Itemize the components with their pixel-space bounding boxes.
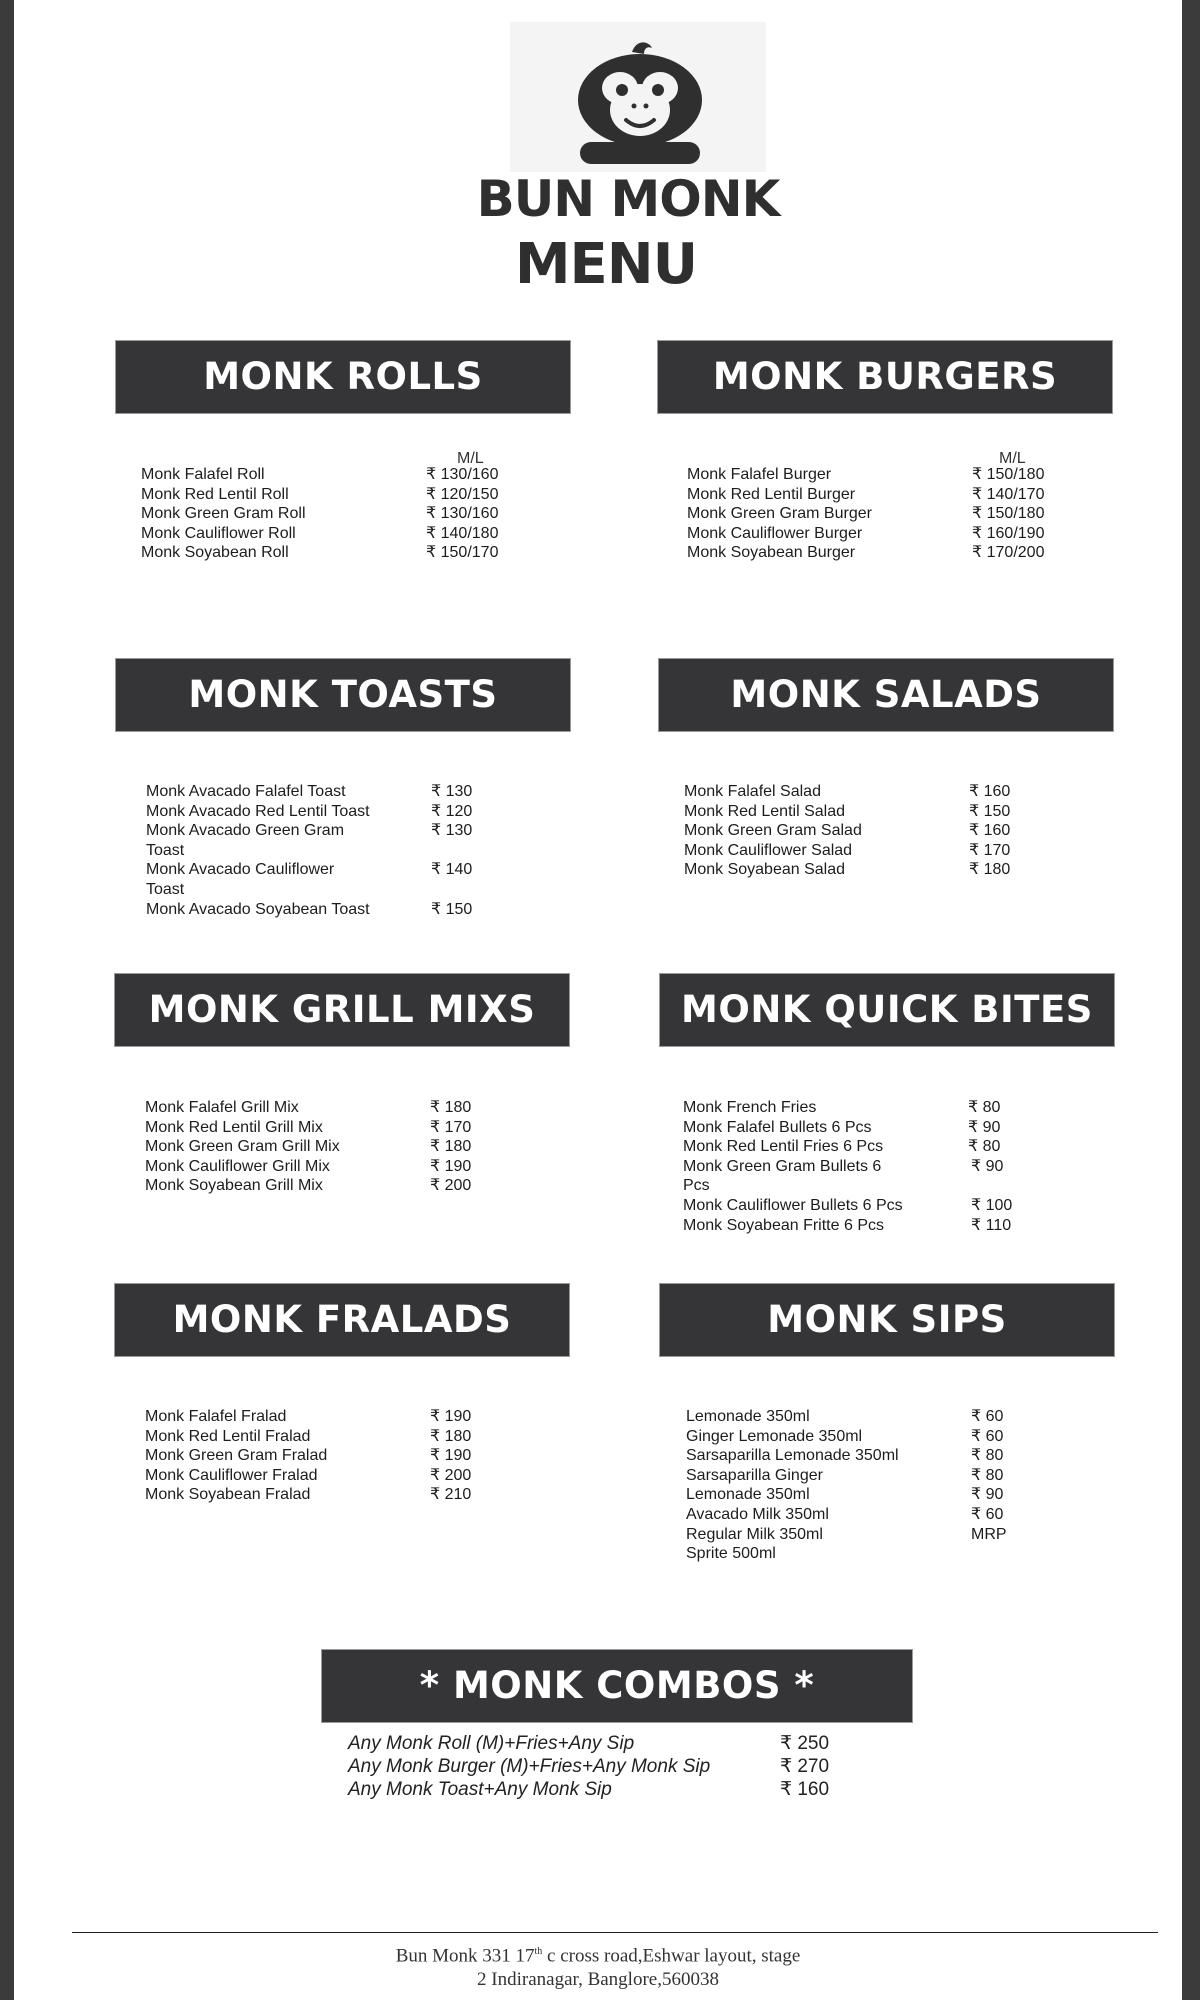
banner-monk-combos: * MONK COMBOS *	[322, 1650, 912, 1722]
menu-item: Monk Falafel Bullets 6 Pcs ₹ 90	[683, 1118, 1001, 1136]
menu-item: Monk Falafel Grill Mix ₹ 180	[145, 1099, 472, 1116]
menu-title: MENU	[514, 232, 698, 297]
menu-item: Monk Cauliflower Fralad ₹ 200	[145, 1466, 472, 1484]
section-monk-salads	[684, 782, 1104, 880]
combo-item: Any Monk Roll (M)+Fries+Any Sip ₹ 250	[348, 1733, 830, 1754]
menu-item: Monk Green Gram Burger ₹ 150/180	[687, 505, 1045, 523]
menu-item: Monk Red Lentil Burger ₹ 140/170	[687, 485, 1045, 503]
footer-address	[14, 1940, 1182, 1992]
menu-item: Sarsaparilla Ginger ₹ 80	[686, 1466, 1004, 1484]
section-monk-toasts	[146, 782, 566, 919]
menu-item: Monk Falafel Fralad ₹ 190	[145, 1408, 472, 1425]
menu-item: Regular Milk 350ml MRP	[686, 1525, 1007, 1543]
menu-item: Monk Cauliflower Bullets 6 Pcs ₹ 100	[683, 1196, 1013, 1214]
combo-item: Any Monk Toast+Any Monk Sip ₹ 160	[348, 1779, 830, 1800]
menu-item: Monk Red Lentil Fries 6 Pcs ₹ 80	[683, 1138, 1001, 1156]
menu-item: Monk Cauliflower Burger ₹ 160/190	[687, 524, 1045, 542]
menu-item: Sarsaparilla Lemonade 350ml ₹ 80	[686, 1447, 1004, 1465]
banner-monk-grill-mixs: MONK GRILL MIXS	[115, 974, 569, 1046]
menu-item: Monk Cauliflower Salad ₹ 170	[684, 841, 1011, 859]
menu-item: Monk Avacado Soyabean Toast ₹ 150	[146, 900, 473, 918]
menu-item: Monk French Fries ₹ 80	[683, 1099, 1001, 1116]
menu-item: Monk Green Gram Fralad ₹ 190	[145, 1447, 472, 1465]
menu-item: Monk Red Lentil Roll ₹ 120/150	[141, 485, 499, 503]
menu-item: Monk Red Lentil Fralad ₹ 180	[145, 1427, 472, 1445]
menu-item: Lemonade 350ml ₹ 60	[686, 1408, 1004, 1425]
menu-item: Monk Green Gram Salad ₹ 160	[684, 822, 1011, 840]
size-label: M/L	[457, 450, 484, 467]
footer-divider	[72, 1932, 1158, 1933]
menu-item: Ginger Lemonade 350ml ₹ 60	[686, 1427, 1004, 1445]
menu-item: Sprite 500ml	[686, 1545, 776, 1563]
menu-item: Monk Soyabean Fritte 6 Pcs ₹ 110	[683, 1216, 1012, 1234]
menu-item: Monk Green Gram Grill Mix ₹ 180	[145, 1138, 472, 1156]
menu-item: Monk Soyabean Fralad ₹ 210	[145, 1486, 472, 1504]
menu-item: Monk Soyabean Roll ₹ 150/170	[141, 544, 499, 562]
banner-monk-toasts: MONK TOASTS	[116, 659, 570, 731]
menu-item: Avacado Milk 350ml ₹ 60	[686, 1505, 1004, 1523]
menu-item: Monk Avacado Green Gram Toast ₹ 130	[146, 822, 473, 859]
menu-item: Monk Avacado Cauliflower Toast ₹ 140	[146, 861, 473, 898]
menu-item: Monk Green Gram Roll ₹ 130/160	[141, 505, 499, 523]
banner-monk-quick-bites: MONK QUICK BITES	[660, 974, 1114, 1046]
section-monk-combos	[348, 1732, 829, 1801]
menu-item: Monk Falafel Roll ₹ 130/160	[141, 466, 499, 483]
banner-monk-fralads: MONK FRALADS	[115, 1284, 569, 1356]
banner-monk-salads: MONK SALADS	[659, 659, 1113, 731]
banner-monk-burgers: MONK BURGERS	[658, 341, 1112, 413]
address-line-2: 2 Indiranagar, Banglore,560038	[477, 1969, 719, 1991]
combo-item: Any Monk Burger (M)+Fries+Any Monk Sip ₹ 270	[348, 1756, 830, 1777]
brand-name: BUN MONK	[476, 170, 780, 228]
section-monk-sips	[686, 1407, 1106, 1564]
monkey-logo-icon	[570, 38, 710, 168]
banner-monk-rolls: MONK ROLLS	[116, 341, 570, 413]
menu-item: Monk Avacado Red Lentil Toast ₹ 120	[146, 802, 473, 820]
menu-item: Monk Cauliflower Grill Mix ₹ 190	[145, 1157, 472, 1175]
menu-item: Monk Red Lentil Salad ₹ 150	[684, 802, 1011, 820]
address-line-1: Bun Monk 331 17th c cross road,Eshwar layout, stage	[395, 1945, 801, 1967]
menu-item: Monk Soyabean Salad ₹ 180	[684, 861, 1011, 879]
menu-item: Monk Cauliflower Roll ₹ 140/180	[141, 524, 499, 542]
menu-item: Monk Falafel Burger ₹ 150/180	[687, 466, 1045, 483]
menu-item: Monk Soyabean Grill Mix ₹ 200	[145, 1177, 472, 1195]
menu-item: Monk Green Gram Bullets 6 Pcs ₹ 90	[683, 1157, 1004, 1195]
size-label: M/L	[999, 450, 1026, 467]
section-monk-fralads	[145, 1407, 565, 1505]
menu-page	[14, 0, 1182, 2000]
menu-item: Monk Soyabean Burger ₹ 170/200	[687, 544, 1045, 562]
section-monk-grill-mixs	[145, 1098, 565, 1196]
menu-item: Monk Falafel Salad ₹ 160	[684, 783, 1011, 800]
banner-monk-sips: MONK SIPS	[660, 1284, 1114, 1356]
menu-item: Monk Red Lentil Grill Mix ₹ 170	[145, 1118, 472, 1136]
section-monk-quick-bites	[683, 1098, 1103, 1235]
menu-item: Lemonade 350ml ₹ 90	[686, 1486, 1004, 1504]
menu-item: Monk Avacado Falafel Toast ₹ 130	[146, 783, 473, 800]
